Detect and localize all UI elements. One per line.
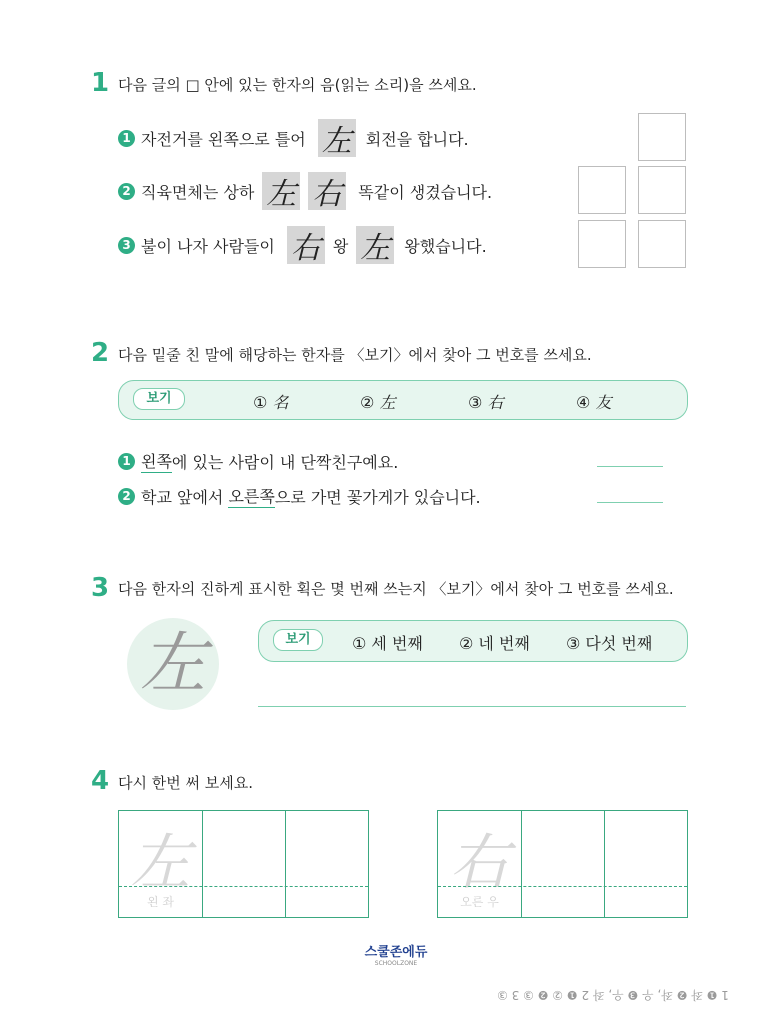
writing-cell[interactable] (604, 811, 688, 917)
bogi-label: 보기 (133, 388, 185, 410)
q2-item-2 (118, 484, 481, 508)
bogi-option-1: ① 세 번째 (352, 634, 423, 653)
grid-guide-line (438, 886, 687, 887)
option-mark: ④ (576, 393, 591, 412)
answer-box-3b[interactable] (638, 220, 686, 268)
logo-text: 스쿨존에듀 (364, 945, 428, 960)
item-number-badge: 2 (118, 183, 135, 200)
item-number-badge: 2 (118, 488, 135, 505)
hanja-box: 右 (287, 226, 325, 264)
answer-box-1[interactable] (638, 113, 686, 161)
answer-line-1[interactable] (597, 466, 663, 467)
answer-box-3a[interactable] (578, 220, 626, 268)
writing-grid-right[interactable] (437, 810, 688, 918)
underlined-word: 오른쪽 (228, 484, 274, 508)
question-3-number: 3 (91, 573, 110, 603)
bogi-option-1 (253, 390, 288, 413)
bogi-option-3: ③ 다섯 번째 (566, 634, 653, 653)
answer-line-2[interactable] (597, 502, 663, 503)
trace-hanja: 右 (449, 828, 510, 898)
grid-reading-label: 왼 좌 (147, 895, 174, 909)
item-number-badge: 1 (118, 453, 135, 470)
writing-cell[interactable] (285, 811, 369, 917)
writing-grid-left[interactable] (118, 810, 369, 918)
item-text-before: 직육면체는 상하 (141, 182, 255, 202)
logo-sub: SCHOOLZONE (374, 960, 418, 967)
item-text-after: 회전을 합니다. (365, 129, 469, 149)
item-text-before: 학교 앞에서 (141, 487, 229, 507)
bogi-label: 보기 (273, 629, 323, 651)
q1-item-1 (118, 119, 469, 157)
option-mark: ① (253, 393, 268, 412)
item-text-rest: 으로 가면 꽃가게가 있습니다. (274, 487, 481, 507)
q2-item-1 (118, 449, 398, 473)
bogi-option-2 (360, 390, 395, 413)
underlined-word: 왼쪽 (141, 449, 172, 473)
q1-item-3 (118, 226, 487, 264)
publisher-logo (356, 946, 436, 967)
question-2-instruction: 다음 밑줄 친 말에 해당하는 한자를 〈보기〉에서 찾아 그 번호를 쓰세요. (118, 346, 592, 364)
question-2-number: 2 (91, 338, 110, 368)
hanja-stroke-character: 左 (140, 625, 206, 702)
item-text-rest: 에 있는 사람이 내 단짝친구예요. (171, 452, 399, 472)
item-text-after: 똑같이 생겼습니다. (358, 182, 493, 202)
upside-down-answers: 1 ❶ 좌 ❷ 좌, 우 ❸ 우, 좌 2 ❶ ② ❷ ③ 3 ③ (497, 988, 729, 1002)
question-1-number: 1 (91, 68, 110, 98)
item-text-after: 왕했습니다. (404, 236, 487, 256)
item-text-middle: 왕 (332, 236, 349, 256)
hanja-box: 左 (262, 172, 300, 210)
grid-guide-line (119, 886, 368, 887)
option-mark: ② (360, 393, 375, 412)
writing-cell[interactable] (202, 811, 286, 917)
option-hanja: 右 (487, 393, 504, 412)
item-text-before: 자전거를 왼쪽으로 틀어 (141, 129, 306, 149)
hanja-box: 右 (308, 172, 346, 210)
question-4-instruction: 다시 한번 써 보세요. (118, 774, 253, 792)
bogi-option-2: ② 네 번째 (459, 634, 530, 653)
item-number-badge: 3 (118, 237, 135, 254)
item-text-before: 불이 나자 사람들이 (141, 236, 275, 256)
option-mark: ③ (468, 393, 483, 412)
question-1-instruction: 다음 글의 □ 안에 있는 한자의 음(읽는 소리)을 쓰세요. (118, 76, 477, 94)
answer-line-q3[interactable] (258, 706, 686, 707)
q1-item-2 (118, 172, 492, 210)
question-3-instruction: 다음 한자의 진하게 표시한 획은 몇 번째 쓰는지 〈보기〉에서 찾아 그 번호를 쓰세요. (118, 580, 674, 598)
item-number-badge: 1 (118, 130, 135, 147)
option-hanja: 左 (379, 393, 396, 412)
question-4-number: 4 (91, 766, 110, 796)
answer-box-2b[interactable] (638, 166, 686, 214)
hanja-box: 左 (356, 226, 394, 264)
writing-cell[interactable] (521, 811, 605, 917)
option-hanja: 名 (272, 393, 289, 412)
trace-hanja: 左 (130, 828, 191, 898)
bogi-option-3 (468, 390, 503, 413)
grid-reading-label: 오른 우 (460, 895, 499, 909)
option-hanja: 友 (595, 393, 612, 412)
answer-box-2a[interactable] (578, 166, 626, 214)
bogi-option-4 (576, 390, 611, 413)
hanja-box: 左 (318, 119, 356, 157)
